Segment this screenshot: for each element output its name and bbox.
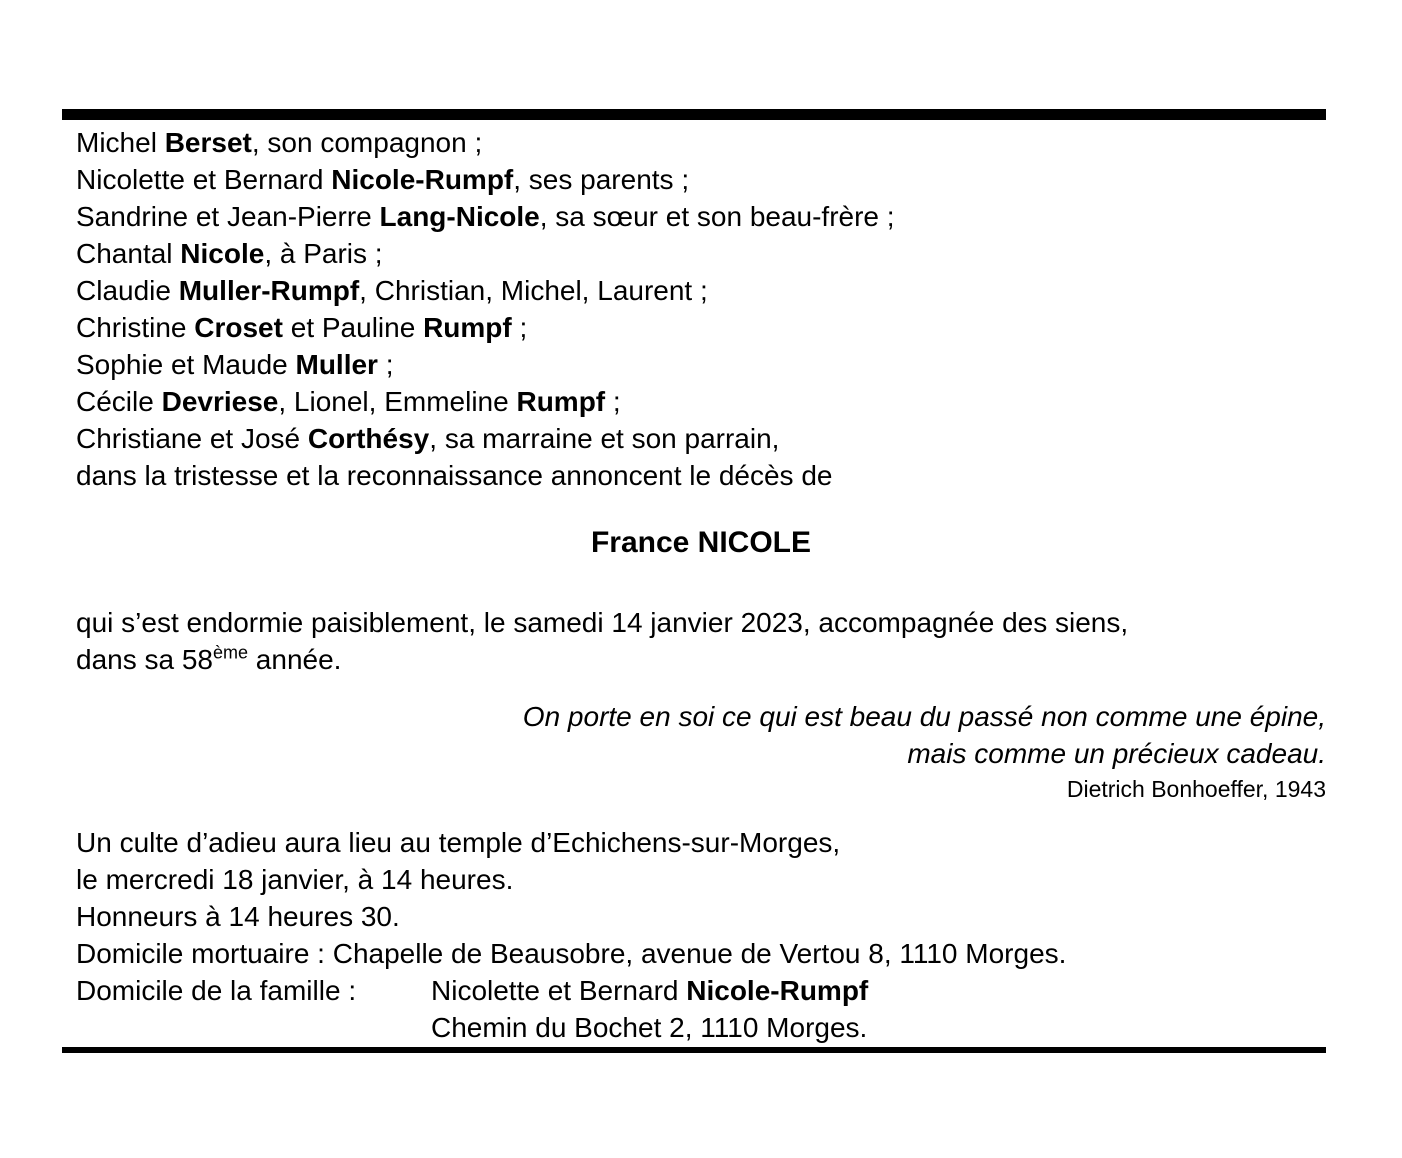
family-line — [76, 235, 1326, 272]
family-line — [76, 198, 1326, 235]
family-line-text: et Pauline — [282, 312, 424, 343]
family-name-bold: Nicole — [180, 238, 265, 269]
top-rule — [62, 109, 1326, 120]
death-line2 — [76, 644, 341, 675]
family-line-text: Sophie et Maude — [76, 349, 296, 380]
family-name-bold: Muller — [295, 349, 378, 380]
family-line — [76, 124, 1326, 161]
family-name-bold: Croset — [194, 312, 283, 343]
death-line2-suffix: année. — [248, 644, 342, 675]
family-line-text: Michel — [76, 127, 165, 158]
service-details — [76, 824, 1326, 1046]
death-announcement — [76, 604, 1326, 678]
family-line-text: , sa sœur et son beau-frère ; — [539, 201, 895, 232]
family-name-bold: Lang-Nicole — [379, 201, 540, 232]
family-line — [76, 346, 1326, 383]
deceased-name: France NICOLE — [590, 526, 812, 559]
family-home-label: Domicile de la famille : — [76, 975, 357, 1006]
family-line — [76, 161, 1326, 198]
quote-attribution: Dietrich Bonhoeffer, 1943 — [1066, 776, 1326, 802]
family-line-text: ; — [377, 349, 394, 380]
family-line-text: , Christian, Michel, Laurent ; — [359, 275, 708, 306]
family-list — [76, 124, 1326, 494]
family-name-bold: Muller-Rumpf — [178, 275, 360, 306]
family-name-bold: Nicole-Rumpf — [331, 164, 514, 195]
service-location: Un culte d’adieu aura lieu au temple d’Echichens-sur-Morges, — [76, 827, 841, 858]
family-home-row — [76, 972, 1326, 1009]
family-line-text: Sandrine et Jean-Pierre — [76, 201, 380, 232]
family-line-text: , sa marraine et son parrain, — [429, 423, 780, 454]
family-line-text: , à Paris ; — [264, 238, 383, 269]
family-line — [76, 457, 1326, 494]
family-line — [76, 272, 1326, 309]
death-line2-superscript: ème — [213, 642, 249, 663]
memorial-quote — [76, 698, 1326, 804]
family-name-bold: Devriese — [161, 386, 279, 417]
family-name-bold: Rumpf — [516, 386, 606, 417]
family-name-bold: Rumpf — [423, 312, 512, 343]
bottom-rule — [62, 1047, 1326, 1053]
family-line-text: Christiane et José — [76, 423, 308, 454]
family-home-address: Chemin du Bochet 2, 1110 Morges. — [431, 1012, 868, 1043]
family-line — [76, 383, 1326, 420]
family-line-text: Chantal — [76, 238, 181, 269]
family-line-text: , son compagnon ; — [251, 127, 483, 158]
family-line-text: Nicolette et Bernard — [76, 164, 332, 195]
family-line-text: Cécile — [76, 386, 162, 417]
mortuary-address: Domicile mortuaire : Chapelle de Beausobre, avenue de Vertou 8, 1110 Morges. — [76, 938, 1067, 969]
family-line-text: ; — [511, 312, 528, 343]
family-line — [76, 420, 1326, 457]
death-line1: qui s’est endormie paisiblement, le samedi 14 janvier 2023, accompagnée des siens, — [76, 607, 1129, 638]
family-line-text: Christine — [76, 312, 195, 343]
family-line-text: Claudie — [76, 275, 179, 306]
family-name-bold: Corthésy — [307, 423, 430, 454]
quote-line2: mais comme un précieux cadeau. — [907, 738, 1326, 769]
family-home-names-regular: Nicolette et Bernard — [431, 975, 687, 1006]
family-line-text: ; — [605, 386, 621, 417]
quote-line1: On porte en soi ce qui est beau du passé non comme une épine, — [522, 701, 1326, 732]
family-line-text: , ses parents ; — [513, 164, 690, 195]
family-name-bold: Berset — [164, 127, 252, 158]
family-line — [76, 309, 1326, 346]
family-line-text: dans la tristesse et la reconnaissance annoncent le décès de — [76, 460, 833, 491]
service-honors: Honneurs à 14 heures 30. — [76, 901, 400, 932]
family-home-names — [431, 972, 868, 1009]
family-home-names-bold: Nicole-Rumpf — [686, 975, 869, 1006]
death-line2-prefix: dans sa 58 — [76, 644, 213, 675]
service-datetime: le mercredi 18 janvier, à 14 heures. — [76, 864, 514, 895]
family-line-text: , Lionel, Emmeline — [278, 386, 517, 417]
